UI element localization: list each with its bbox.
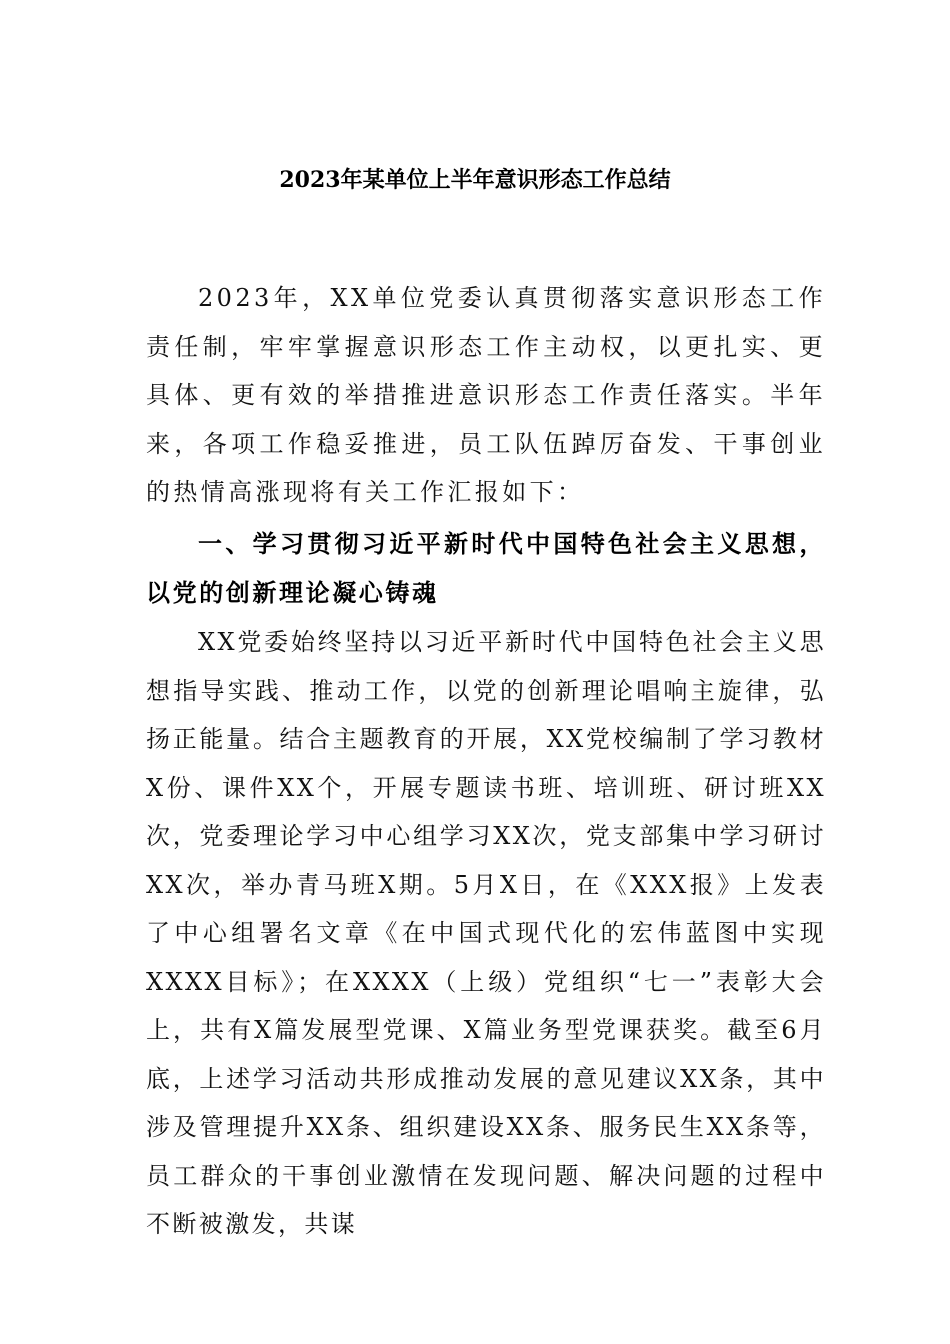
intro-paragraph: 2023年，XX单位党委认真贯彻落实意识形态工作责任制，牢牢掌握意识形态工作主动权，以更扎实、更具体、更有效的举措推进意识形态工作责任落实。半年来，各项工作稳妥推进，员工队伍踔厉奋发、干事创业的热情高涨现将有关工作汇报如下： — [146, 284, 826, 506]
section-1-body: XX党委始终坚持以习近平新时代中国特色社会主义思想指导实践、推动工作，以党的创新理论唱响主旋律，弘扬正能量。结合主题教育的开展，XX党校编制了学习教材X份、课件XX个，开展专题读书班、培训班、研讨班XX次，党委理论学习中心组学习XX次，党支部集中学习研讨XX次，举办青马班X期。5月X日，在《XXX报》上发表了中心组署名文章《在中国式现代化的宏伟蓝图中实现XXXX目标》；在XXXX（上级）党组织“七一”表彰大会上，共有X篇发展型党课、X篇业务型党课获奖。截至6月底，上述学习活动共形成推动发展的意见建议XX条，其中涉及管理提升XX条、组织建设XX条、服务民生XX条等，员工群众的干事创业激情在发现问题、解决问题的过程中不断被激发，共谋 — [146, 628, 826, 1238]
document-title: 2023年某单位上半年意识形态工作总结 — [279, 167, 671, 193]
section-1-heading: 一、学习贯彻习近平新时代中国特色社会主义思想，以党的创新理论凝心铸魂 — [146, 529, 826, 607]
